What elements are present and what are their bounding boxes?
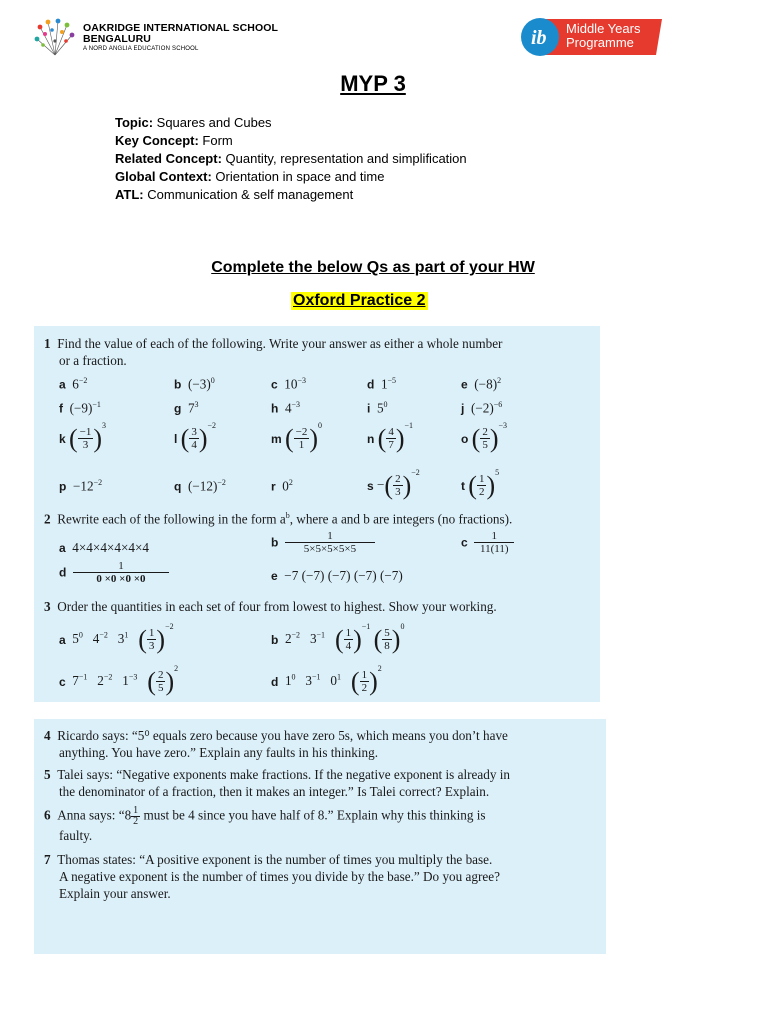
- base: 3: [309, 631, 317, 646]
- meta-atl: ATL: Communication & self management: [115, 187, 354, 202]
- q1-part-o: [461, 421, 507, 454]
- exponent: 1: [124, 630, 129, 640]
- q1-part-r: [271, 478, 293, 494]
- meta-key-concept: Key Concept: Form: [115, 133, 233, 148]
- part-label: s: [367, 478, 374, 493]
- exponent: 3: [194, 400, 199, 409]
- q1-part-b: [174, 376, 215, 392]
- base: 1: [122, 673, 129, 688]
- school-name: [83, 23, 278, 45]
- exponent: −1: [404, 421, 413, 430]
- sign: −: [376, 477, 385, 492]
- part-label: a: [59, 377, 66, 392]
- q1-part-p: [59, 478, 102, 494]
- exponent: −2: [207, 421, 216, 430]
- exponent: −3: [297, 376, 306, 385]
- ib-programme-text: [566, 22, 640, 50]
- base: 0: [282, 478, 289, 494]
- fraction: [382, 627, 392, 652]
- numerator: 2: [482, 426, 488, 439]
- school-tagline: A NORD ANGLIA EDUCATION SCHOOL: [83, 46, 199, 52]
- base: 4: [284, 400, 292, 416]
- exponent: 2: [288, 478, 293, 487]
- exponent: −1: [361, 622, 371, 631]
- q3-part-b: [271, 622, 404, 655]
- exponent: −5: [387, 376, 397, 385]
- exponent: −2: [93, 478, 103, 487]
- right-paren: ): [486, 470, 496, 500]
- fraction: [344, 627, 354, 652]
- part-label: a: [59, 632, 66, 647]
- part-label: m: [271, 431, 282, 446]
- left-paren: (: [384, 470, 394, 500]
- q1-part-e: [461, 376, 501, 392]
- part-label: c: [59, 674, 66, 689]
- part-label: n: [367, 431, 375, 446]
- ib-line2: Programme: [566, 35, 634, 50]
- page-title: MYP 3: [340, 71, 406, 96]
- left-paren: (: [471, 423, 481, 453]
- exponent: 0: [291, 672, 296, 682]
- q1-part-c: [271, 376, 306, 392]
- denominator: 7: [388, 439, 394, 452]
- q3-part-d: [271, 664, 382, 697]
- part-label: l: [174, 431, 178, 446]
- part-label: b: [174, 377, 182, 392]
- left-paren: (: [147, 666, 156, 696]
- q2-part-b: b $\frac{1}{5\times 5\times 5\times 5\times 5}$: [271, 530, 375, 555]
- denominator: 4: [345, 640, 352, 653]
- exponent: −2: [291, 630, 301, 640]
- numerator: 1: [148, 627, 155, 640]
- numerator: 2: [157, 669, 164, 682]
- exponent: 0: [383, 400, 388, 409]
- base: (−9): [69, 400, 93, 416]
- right-paren: ): [489, 423, 499, 453]
- q2-part-e: e −7 (−7) (−7) (−7) (−7): [271, 568, 403, 583]
- exponent: 2: [497, 376, 502, 385]
- q3-part-c: [59, 664, 178, 697]
- fraction: [360, 669, 370, 694]
- base: 5: [72, 631, 79, 646]
- denominator: 5: [482, 439, 488, 452]
- right-paren: ): [309, 423, 319, 453]
- denominator: 2: [478, 486, 485, 499]
- right-paren: ): [93, 423, 103, 453]
- fraction: [480, 426, 490, 451]
- part-label: p: [59, 479, 67, 494]
- base: (−12): [187, 478, 218, 494]
- q1-part-l: [174, 421, 216, 454]
- q1-part-k: [59, 421, 106, 454]
- left-paren: (: [138, 624, 147, 654]
- denominator: 1: [298, 439, 305, 452]
- q1-part-q: [174, 478, 226, 494]
- base: 2: [97, 673, 104, 688]
- numerator: −1: [79, 426, 92, 439]
- denominator: 3: [148, 640, 155, 653]
- numerator: 4: [388, 426, 394, 439]
- fraction: [147, 627, 157, 652]
- q1-part-f: [59, 400, 101, 416]
- exponent: −6: [493, 400, 503, 409]
- exponent: 2: [377, 664, 382, 673]
- part-label: j: [461, 401, 465, 416]
- base: 10: [284, 376, 298, 392]
- meta-related-concept: Related Concept: Quantity, representation and simplification: [115, 151, 467, 166]
- question-7: 7 Thomas states: “A positive exponent is the number of times you multiply the base. A negative exponent is the number of times you divide by the base.” Do you agree? Explain your answer.: [44, 852, 500, 901]
- denominator: 3: [395, 486, 401, 499]
- part-label: d: [271, 674, 279, 689]
- base: 0: [330, 673, 338, 688]
- left-paren: (: [180, 423, 190, 453]
- exponent: −2: [411, 468, 420, 477]
- q1-part-g: [174, 400, 199, 416]
- base: 5: [376, 400, 384, 416]
- numerator: 3: [191, 426, 197, 439]
- meta-global-context: Global Context: Orientation in space and time: [115, 169, 385, 184]
- exponent: −2: [78, 376, 88, 385]
- exponent: −3: [291, 400, 301, 409]
- part-label: f: [59, 401, 63, 416]
- q1-part-i: [367, 400, 388, 416]
- base: 1: [284, 673, 292, 688]
- ib-mark-icon: ib: [531, 27, 547, 49]
- q1-part-h: [271, 400, 300, 416]
- exponent: −2: [165, 622, 174, 631]
- q2-part-d: d $\frac{1}{0 \times 0 \times 0 \times 0}$: [59, 560, 169, 585]
- base: 3: [305, 673, 313, 688]
- right-paren: ): [395, 423, 405, 453]
- exponent: 0: [400, 622, 405, 631]
- question-5: 5 Talei says: “Negative exponents make fractions. If the negative exponent is already in the denominator of a fraction, then it makes an integer.” Is Talei correct? Explain.: [44, 767, 510, 799]
- denominator: 2: [361, 682, 368, 695]
- exponent: 0: [78, 630, 83, 640]
- left-paren: (: [350, 666, 360, 696]
- right-paren: ): [156, 624, 166, 654]
- left-paren: (: [334, 624, 344, 654]
- denominator: 8: [384, 640, 390, 653]
- part-label: d: [367, 377, 375, 392]
- right-paren: ): [391, 624, 401, 654]
- base: 1: [380, 376, 388, 392]
- exponent: 2: [174, 664, 179, 673]
- exponent: −2: [103, 672, 113, 682]
- left-paren: (: [68, 423, 78, 453]
- left-paren: (: [284, 423, 294, 453]
- numerator: 1: [361, 669, 368, 682]
- school-name-line1: OAKRIDGE INTERNATIONAL SCHOOL: [83, 22, 279, 34]
- q2-part-c: c $\frac{1}{11(11)}$: [461, 530, 514, 555]
- part-label: q: [174, 479, 182, 494]
- homework-heading: Complete the below Qs as part of your HW: [211, 259, 535, 276]
- q1-part-d: [367, 376, 396, 392]
- q1-part-m: [271, 421, 322, 454]
- q3-part-a: [59, 622, 174, 655]
- denominator: 3: [82, 439, 89, 452]
- question-2: 2 Rewrite each of the following in the form $a^b$, where a and b are integers (no fractions).: [44, 511, 513, 527]
- fraction: [393, 473, 403, 498]
- part-label: k: [59, 431, 66, 446]
- question-3: 3 Order the quantities in each set of four from lowest to highest. Show your working.: [44, 599, 497, 614]
- exponent: −2: [99, 630, 108, 640]
- topic-info: [115, 114, 467, 204]
- right-paren: ): [369, 666, 378, 696]
- right-paren: ): [402, 470, 412, 500]
- q1-part-j: [461, 400, 502, 416]
- base: 2: [284, 631, 292, 646]
- practice-heading: Oxford Practice 2: [293, 292, 426, 309]
- base: 7: [187, 400, 195, 416]
- ib-line1: Middle Years: [566, 21, 641, 36]
- exponent: 0: [318, 421, 323, 430]
- base: 7: [72, 673, 79, 688]
- exponent: 0: [210, 376, 215, 385]
- part-label: g: [174, 401, 182, 416]
- exponent: 1: [337, 672, 342, 682]
- question-1: 1 Find the value of each of the following. Write your answer as either a whole number or a fraction.: [44, 336, 503, 368]
- right-paren: ): [165, 666, 175, 696]
- fraction: [78, 426, 94, 451]
- exponent: 5: [495, 468, 500, 477]
- part-label: e: [461, 377, 468, 392]
- exponent: −2: [217, 478, 226, 487]
- q1-part-a: [59, 376, 87, 392]
- fraction: [294, 426, 310, 451]
- school-name-line2: BENGALURU: [83, 33, 151, 45]
- fraction: [386, 426, 396, 451]
- exponent: −1: [316, 630, 326, 640]
- base: −12: [72, 478, 94, 494]
- numerator: −2: [295, 426, 308, 439]
- part-label: c: [271, 377, 278, 392]
- exponent: −1: [92, 400, 101, 409]
- question-6: 6 Anna says: “8 $\frac{1}{2}$ must be 4 since you have half of 8.” Explain why this thinking is faulty.: [44, 805, 486, 843]
- q1-part-t: [461, 468, 499, 501]
- part-label: b: [271, 632, 279, 647]
- part-label: o: [461, 431, 469, 446]
- left-paren: (: [468, 470, 477, 500]
- meta-topic: Topic: Squares and Cubes: [115, 115, 272, 130]
- q1-part-s: [367, 468, 420, 501]
- base: 6: [72, 376, 79, 392]
- part-label: h: [271, 401, 279, 416]
- denominator: 4: [191, 439, 197, 452]
- numerator: 1: [345, 627, 352, 640]
- base: (−3): [187, 376, 211, 392]
- base: 4: [92, 631, 100, 646]
- right-paren: ): [353, 624, 362, 654]
- q2-part-a: a 4×4×4×4×4×4: [59, 540, 150, 555]
- exponent: −3: [128, 672, 138, 682]
- exponent: 3: [102, 421, 107, 430]
- denominator: 5: [157, 682, 164, 695]
- left-paren: (: [373, 624, 383, 654]
- school-logo-icon: [34, 17, 76, 59]
- right-paren: ): [198, 423, 208, 453]
- q1-part-n: [367, 421, 413, 454]
- numerator: 2: [395, 473, 401, 486]
- base: 3: [117, 631, 125, 646]
- left-paren: (: [377, 423, 387, 453]
- exponent: −1: [78, 672, 88, 682]
- fraction: [189, 426, 199, 451]
- numerator: 1: [478, 473, 485, 486]
- base: (−8): [474, 376, 498, 392]
- numerator: 5: [384, 627, 390, 640]
- base: (−2): [470, 400, 494, 416]
- part-label: t: [461, 478, 465, 493]
- exponent: −3: [498, 421, 507, 430]
- part-label: r: [271, 479, 276, 494]
- exponent: −1: [312, 672, 321, 682]
- part-label: i: [367, 401, 371, 416]
- question-4: 4 Ricardo says: “5⁰ equals zero because you have zero 5s, which means you don’t have anything. You have zero.” Explain any faults in his thinking.: [44, 728, 508, 760]
